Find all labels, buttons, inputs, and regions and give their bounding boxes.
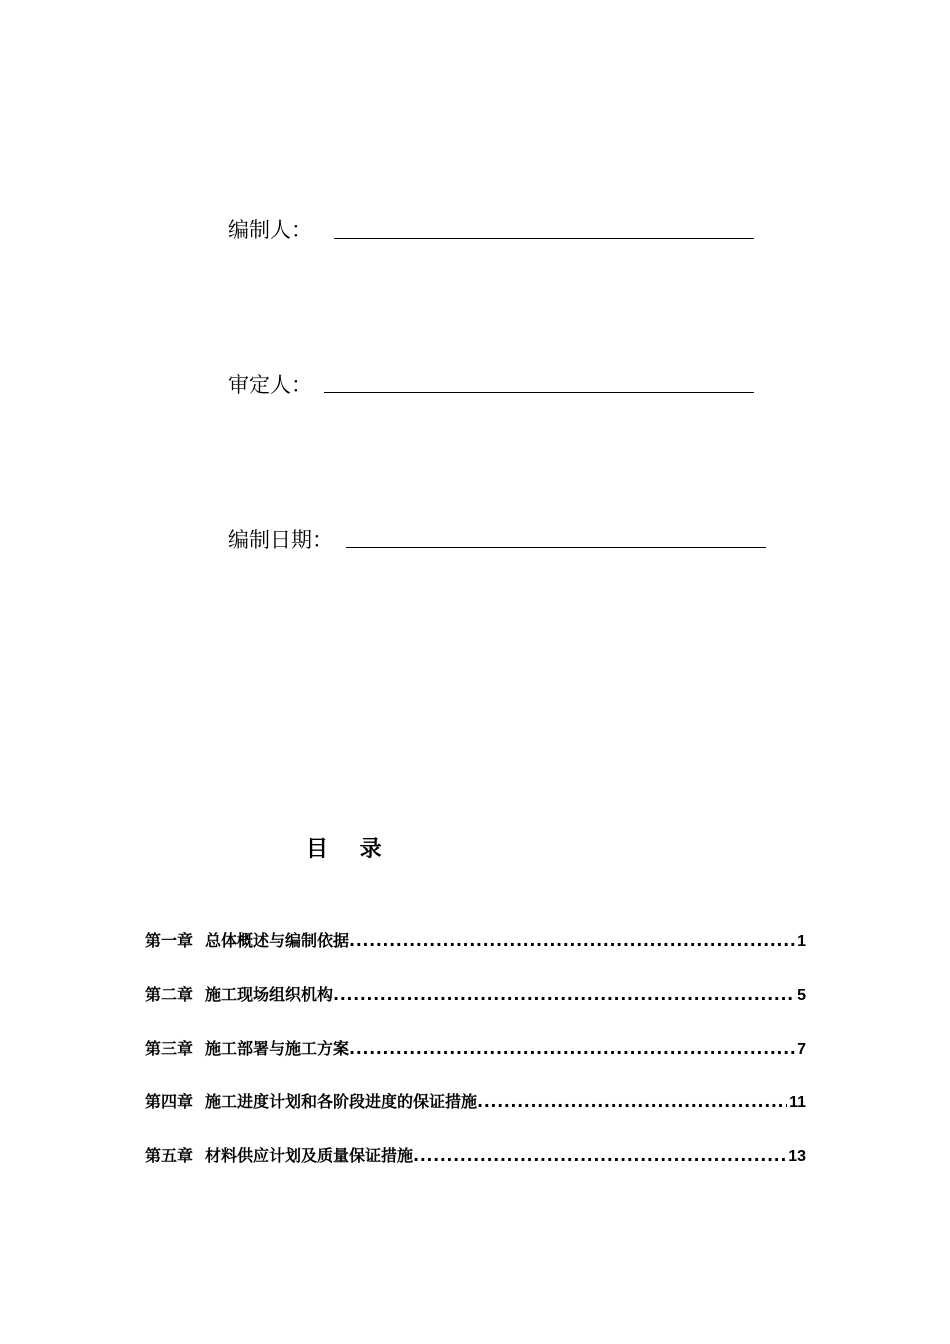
toc-leader-dots (349, 931, 795, 950)
toc-entry-title: 总体概述与编制依据 (205, 931, 350, 950)
date-blank[interactable] (346, 547, 766, 548)
reviewer-label: 审定人： (228, 373, 312, 397)
reviewer-line (228, 367, 312, 397)
toc-entry-title: 施工现场组织机构 (205, 985, 334, 1004)
toc-leader-dots (349, 1039, 795, 1058)
toc-chapter: 第五章 (145, 1146, 194, 1165)
compiler-line (228, 212, 312, 242)
toc-entry[interactable] (145, 1089, 806, 1113)
reviewer-blank[interactable] (324, 392, 754, 393)
toc-page-number: 5 (797, 987, 806, 1004)
toc-entry[interactable] (145, 928, 806, 952)
date-line (228, 522, 333, 552)
toc-chapter: 第四章 (145, 1092, 194, 1111)
toc-page-number: 11 (789, 1094, 806, 1111)
compiler-label: 编制人： (228, 218, 312, 242)
toc-entry-title: 施工进度计划和各阶段进度的保证措施 (205, 1092, 478, 1111)
toc-entry[interactable] (145, 1036, 806, 1060)
toc-entry[interactable] (145, 982, 806, 1006)
toc-chapter: 第三章 (145, 1039, 194, 1058)
toc-title: 目 录 (306, 837, 394, 862)
toc-chapter: 第二章 (145, 985, 194, 1004)
toc-page-number: 7 (797, 1041, 806, 1058)
toc-leader-dots (333, 985, 795, 1004)
compiler-blank[interactable] (334, 238, 754, 239)
toc-chapter: 第一章 (145, 931, 194, 950)
date-label: 编制日期： (228, 528, 333, 552)
toc-leader-dots (477, 1092, 787, 1111)
toc-entry-title: 材料供应计划及质量保证措施 (205, 1146, 414, 1165)
toc-entry[interactable] (145, 1143, 806, 1167)
toc-entry-title: 施工部署与施工方案 (205, 1039, 350, 1058)
toc-page-number: 1 (797, 933, 806, 950)
toc-leader-dots (413, 1146, 786, 1165)
toc-page-number: 13 (788, 1148, 806, 1165)
